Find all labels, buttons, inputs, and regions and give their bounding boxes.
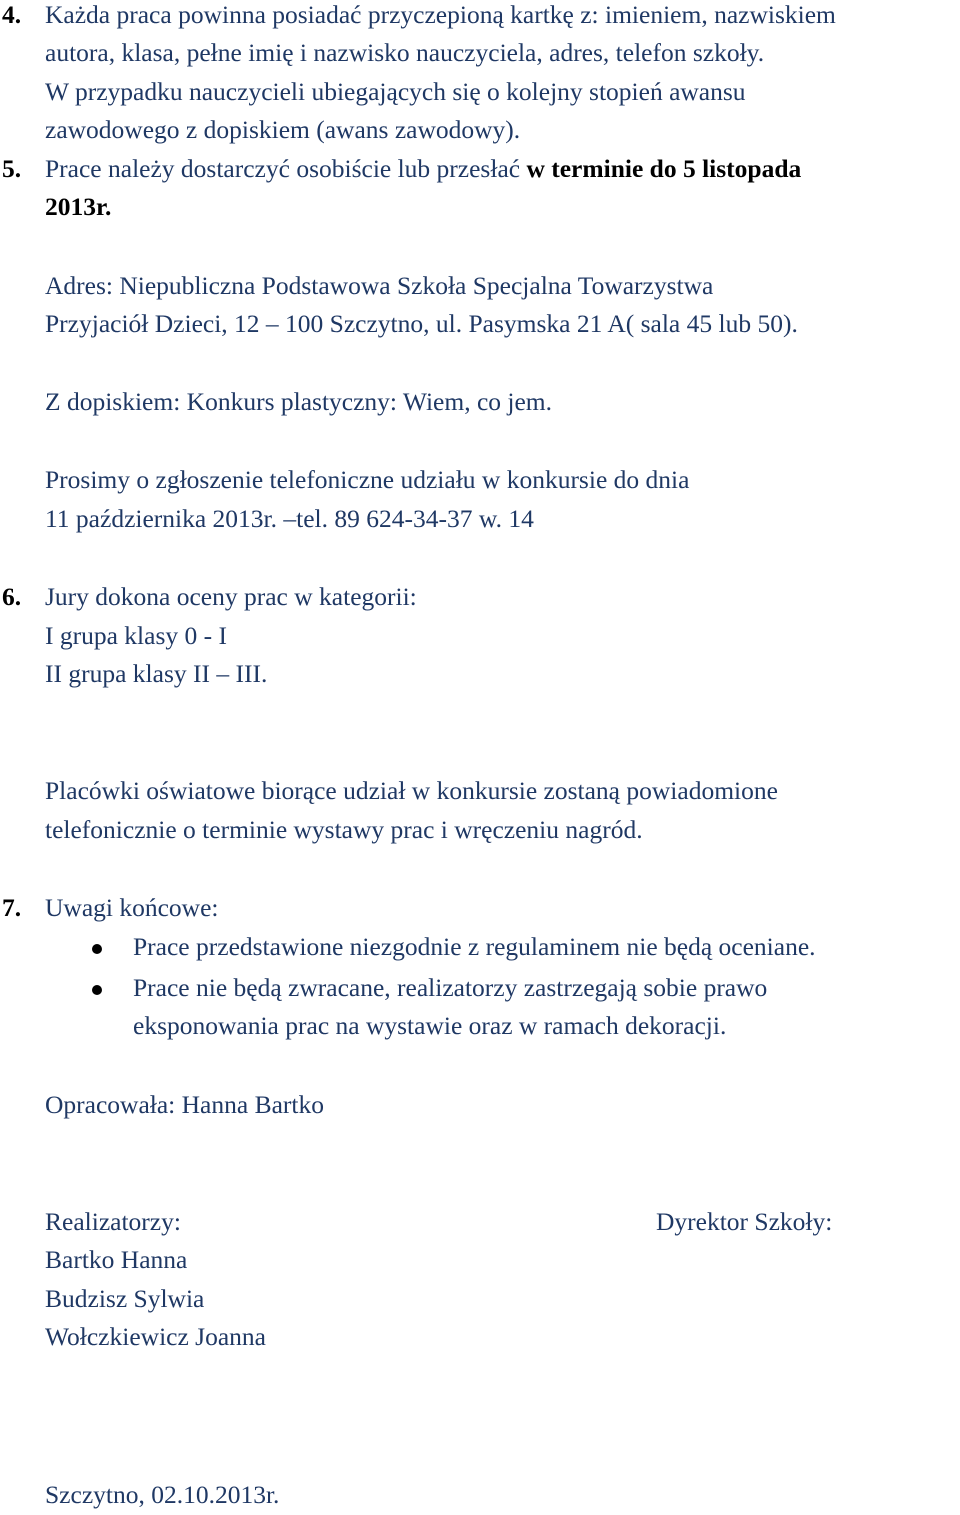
notification-line-1: Placówki oświatowe biorące udział w konkursie zostaną powiadomione xyxy=(45,776,778,805)
note-line: Z dopiskiem: Konkurs plastyczny: Wiem, co jem. xyxy=(45,387,552,416)
notification-line-2: telefonicznie o terminie wystawy prac i wręczeniu nagród. xyxy=(45,815,643,844)
prepared-by: Opracowała: Hanna Bartko xyxy=(45,1090,324,1119)
item-5-deadline: w terminie do 5 listopada xyxy=(526,154,802,183)
item-5-line-1 xyxy=(45,154,801,184)
item-4-line-4: zawodowego z dopiskiem (awans zawodowy). xyxy=(45,115,521,144)
director-label: Dyrektor Szkoły: xyxy=(656,1207,833,1236)
bullet-2-line-1: Prace nie będą zwracane, realizatorzy zastrzegają sobie prawo xyxy=(133,973,768,1002)
item-6-line-2: I grupa klasy 0 - I xyxy=(45,621,227,650)
address-line-1: Adres: Niepubliczna Podstawowa Szkoła Specjalna Towarzystwa xyxy=(45,271,714,300)
item-5-number: 5. xyxy=(2,154,22,183)
item-5-line-2: 2013r. xyxy=(45,192,112,221)
organizers-heading: Realizatorzy: xyxy=(45,1207,181,1236)
item-6-number: 6. xyxy=(2,582,22,611)
bullet-2-line-2: eksponowania prac na wystawie oraz w ramach dekoracji. xyxy=(133,1011,727,1040)
address-line-2: Przyjaciół Dzieci, 12 – 100 Szczytno, ul. Pasymska 21 A( sala 45 lub 50). xyxy=(45,309,798,338)
item-7-number: 7. xyxy=(2,893,22,922)
bullet-dot-2 xyxy=(92,985,102,995)
item-7-heading: Uwagi końcowe: xyxy=(45,893,219,922)
item-5-text: Prace należy dostarczyć osobiście lub przesłać xyxy=(45,154,527,183)
bullet-1-line-1: Prace przedstawione niezgodnie z regulaminem nie będą oceniane. xyxy=(133,932,816,961)
item-4-number: 4. xyxy=(2,0,22,29)
item-4-line-2: autora, klasa, pełne imię i nazwisko nauczyciela, adres, telefon szkoły. xyxy=(45,38,765,67)
organizer-name-2: Budzisz Sylwia xyxy=(45,1284,205,1313)
bullet-dot-1 xyxy=(92,944,102,954)
phone-request-line-2: 11 października 2013r. –tel. 89 624-34-37 w. 14 xyxy=(45,504,534,533)
item-6-line-1: Jury dokona oceny prac w kategorii: xyxy=(45,582,417,611)
phone-request-line-1: Prosimy o zgłoszenie telefoniczne udziału w konkursie do dnia xyxy=(45,465,690,494)
item-4-line-3: W przypadku nauczycieli ubiegających się o kolejny stopień awansu xyxy=(45,77,746,106)
item-6-line-3: II grupa klasy II – III. xyxy=(45,659,268,688)
organizer-name-3: Wołczkiewicz Joanna xyxy=(45,1322,266,1351)
item-4-line-1: Każda praca powinna posiadać przyczepioną kartkę z: imieniem, nazwiskiem xyxy=(45,0,836,29)
place-date: Szczytno, 02.10.2013r. xyxy=(45,1480,280,1509)
organizer-name-1: Bartko Hanna xyxy=(45,1245,188,1274)
